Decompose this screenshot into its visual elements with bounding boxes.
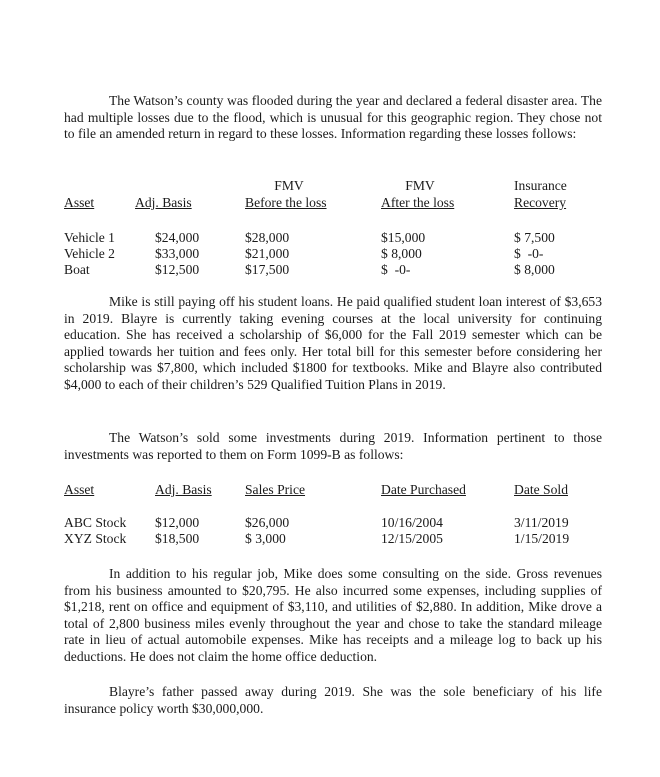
sales-row-date-sold: 3/11/2019: [514, 515, 569, 530]
sales-row-date-purchased: 12/15/2005: [381, 531, 443, 546]
sales-row-sales-price: $26,000: [245, 515, 290, 530]
loss-header-insurance-top: Insurance: [514, 178, 567, 193]
loss-row-adj-basis: $33,000: [155, 246, 200, 261]
sales-row-asset: XYZ Stock: [64, 531, 127, 546]
loss-row-fmv-before: $28,000: [245, 230, 290, 245]
sales-header-date-purchased: Date Purchased: [381, 482, 466, 497]
sales-header-adj-basis: Adj. Basis: [155, 482, 212, 497]
sales-row-sales-price: $ 3,000: [245, 531, 286, 546]
loss-row-asset: Vehicle 1: [64, 230, 115, 245]
sales-row-date-purchased: 10/16/2004: [381, 515, 443, 530]
loss-row-fmv-after: $ 8,000: [381, 246, 422, 261]
loss-row-insurance: $ -0-: [514, 246, 544, 261]
loss-header-adj-basis: Adj. Basis: [135, 195, 192, 210]
loss-row-fmv-before: $21,000: [245, 246, 290, 261]
loss-header-fmv-before-top: FMV: [274, 178, 304, 193]
investments-paragraph: The Watson’s sold some investments during 2019. Information pertinent to those investments was reported to them on Form 1099-B as follows:: [64, 430, 602, 462]
loss-row-fmv-after: $ -0-: [381, 262, 411, 277]
sales-row-adj-basis: $12,000: [155, 515, 200, 530]
flood-paragraph: The Watson’s county was flooded during the year and declared a federal disaster area. The had multiple losses due to the flood, which is unusual for this geographic region. They chose not to file an amended return in regard to these losses. Information regarding these losses follows:: [64, 93, 602, 141]
sales-row-asset: ABC Stock: [64, 515, 127, 530]
life-insurance-paragraph: Blayre’s father passed away during 2019. She was the sole beneficiary of his life insurance policy worth $30,000,000.: [64, 684, 602, 716]
consulting-paragraph: In addition to his regular job, Mike does some consulting on the side. Gross revenues from his business amounted to $20,795. He also incurred some expenses, including supplies of $1,218, rent on office and equipment of $3,110, and utilities of $2,880. In addition, Mike drove a total of 2,800 business miles evenly throughout the year and chose to take the standard mileage rate in lieu of actual automobile expenses. Mike has receipts and a mileage log to back up his deductions. He does not claim the home office deduction.: [64, 566, 602, 664]
loss-header-fmv-before-bottom: Before the loss: [245, 195, 327, 210]
loss-row-insurance: $ 7,500: [514, 230, 555, 245]
loss-row-fmv-before: $17,500: [245, 262, 290, 277]
sales-row-date-sold: 1/15/2019: [514, 531, 570, 546]
loss-header-fmv-after-bottom: After the loss: [381, 195, 455, 210]
loss-row-fmv-after: $15,000: [381, 230, 426, 245]
sales-header-asset: Asset: [64, 482, 95, 497]
student-loans-paragraph: Mike is still paying off his student loans. He paid qualified student loan interest of $3,653 in 2019. Blayre is currently taking evening courses at the local university for continuing education. She has received a scholarship of $6,000 for the Fall 2019 semester which can be applied towards her tuition and fees only. Her total bill for this semester before considering her scholarship was $7,800, which included $1800 for textbooks. Mike and Blayre also contributed $4,000 to each of their children’s 529 Qualified Tuition Plans in 2019.: [64, 294, 602, 392]
loss-header-insurance-bottom: Recovery: [514, 195, 567, 210]
loss-row-asset: Vehicle 2: [64, 246, 115, 261]
sales-header-sales-price: Sales Price: [245, 482, 306, 497]
loss-header-fmv-after-top: FMV: [405, 178, 435, 193]
loss-row-asset: Boat: [64, 262, 90, 277]
loss-row-insurance: $ 8,000: [514, 262, 555, 277]
loss-row-adj-basis: $24,000: [155, 230, 200, 245]
loss-header-asset: Asset: [64, 195, 95, 210]
sales-header-date-sold: Date Sold: [514, 482, 568, 497]
sales-row-adj-basis: $18,500: [155, 531, 200, 546]
loss-row-adj-basis: $12,500: [155, 262, 200, 277]
